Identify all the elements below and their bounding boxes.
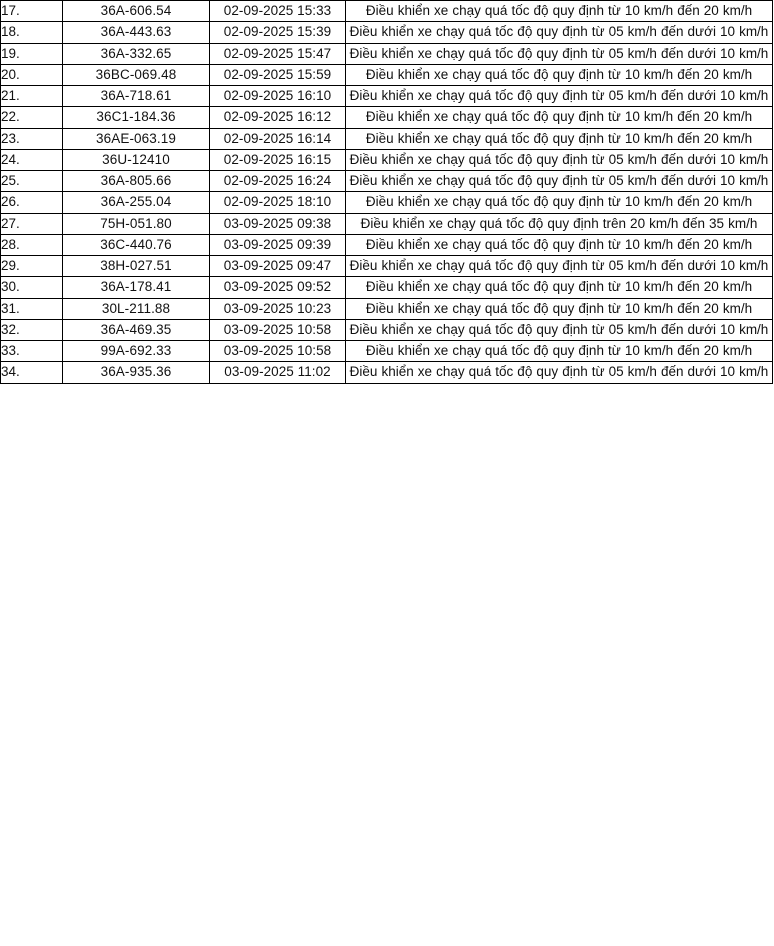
table-row [1, 192, 773, 213]
table-row [1, 213, 773, 234]
license-plate-cell: 36C-440.76 [63, 234, 210, 255]
table-row [1, 43, 773, 64]
table-row [1, 149, 773, 170]
violation-datetime-cell: 02-09-2025 15:59 [210, 64, 346, 85]
row-index-cell: 26. [1, 192, 63, 213]
violation-datetime-cell: 03-09-2025 09:47 [210, 256, 346, 277]
violation-datetime-cell: 02-09-2025 16:24 [210, 171, 346, 192]
violation-description-cell: Điều khiển xe chạy quá tốc độ quy định từ 10 km/h đến 20 km/h [346, 107, 773, 128]
row-index-cell: 33. [1, 341, 63, 362]
violation-description-cell: Điều khiển xe chạy quá tốc độ quy định từ 10 km/h đến 20 km/h [346, 341, 773, 362]
violation-description-cell: Điều khiển xe chạy quá tốc độ quy định từ 05 km/h đến dưới 10 km/h [346, 362, 773, 383]
table-row [1, 362, 773, 383]
license-plate-cell: 36A-469.35 [63, 319, 210, 340]
license-plate-cell: 38H-027.51 [63, 256, 210, 277]
violation-datetime-cell: 02-09-2025 15:47 [210, 43, 346, 64]
violation-datetime-cell: 03-09-2025 09:38 [210, 213, 346, 234]
violation-description-cell: Điều khiển xe chạy quá tốc độ quy định từ 05 km/h đến dưới 10 km/h [346, 149, 773, 170]
row-index-cell: 21. [1, 86, 63, 107]
table-row [1, 277, 773, 298]
row-index-cell: 30. [1, 277, 63, 298]
license-plate-cell: 36A-332.65 [63, 43, 210, 64]
violation-datetime-cell: 02-09-2025 15:39 [210, 22, 346, 43]
violation-description-cell: Điều khiển xe chạy quá tốc độ quy định từ 10 km/h đến 20 km/h [346, 1, 773, 22]
violation-description-cell: Điều khiển xe chạy quá tốc độ quy định từ 05 km/h đến dưới 10 km/h [346, 86, 773, 107]
violation-description-cell: Điều khiển xe chạy quá tốc độ quy định từ 05 km/h đến dưới 10 km/h [346, 171, 773, 192]
row-index-cell: 24. [1, 149, 63, 170]
row-index-cell: 22. [1, 107, 63, 128]
violation-description-cell: Điều khiển xe chạy quá tốc độ quy định từ 10 km/h đến 20 km/h [346, 277, 773, 298]
license-plate-cell: 36BC-069.48 [63, 64, 210, 85]
row-index-cell: 25. [1, 171, 63, 192]
violations-table [0, 0, 773, 384]
license-plate-cell: 36U-12410 [63, 149, 210, 170]
table-row [1, 107, 773, 128]
row-index-cell: 17. [1, 1, 63, 22]
violation-datetime-cell: 03-09-2025 11:02 [210, 362, 346, 383]
row-index-cell: 28. [1, 234, 63, 255]
table-row [1, 298, 773, 319]
table-row [1, 319, 773, 340]
row-index-cell: 34. [1, 362, 63, 383]
violation-datetime-cell: 03-09-2025 09:52 [210, 277, 346, 298]
license-plate-cell: 36A-255.04 [63, 192, 210, 213]
violation-datetime-cell: 03-09-2025 10:58 [210, 319, 346, 340]
license-plate-cell: 36AE-063.19 [63, 128, 210, 149]
table-row [1, 256, 773, 277]
violation-datetime-cell: 03-09-2025 10:58 [210, 341, 346, 362]
license-plate-cell: 36A-805.66 [63, 171, 210, 192]
table-row [1, 128, 773, 149]
violation-description-cell: Điều khiển xe chạy quá tốc độ quy định từ 05 km/h đến dưới 10 km/h [346, 43, 773, 64]
license-plate-cell: 36A-178.41 [63, 277, 210, 298]
violation-description-cell: Điều khiển xe chạy quá tốc độ quy định từ 10 km/h đến 20 km/h [346, 298, 773, 319]
violation-description-cell: Điều khiển xe chạy quá tốc độ quy định từ 10 km/h đến 20 km/h [346, 234, 773, 255]
license-plate-cell: 36A-606.54 [63, 1, 210, 22]
license-plate-cell: 36C1-184.36 [63, 107, 210, 128]
table-row [1, 171, 773, 192]
row-index-cell: 31. [1, 298, 63, 319]
violation-description-cell: Điều khiển xe chạy quá tốc độ quy định trên 20 km/h đến 35 km/h [346, 213, 773, 234]
violation-datetime-cell: 03-09-2025 10:23 [210, 298, 346, 319]
violation-description-cell: Điều khiển xe chạy quá tốc độ quy định từ 05 km/h đến dưới 10 km/h [346, 319, 773, 340]
violation-datetime-cell: 02-09-2025 15:33 [210, 1, 346, 22]
table-row [1, 234, 773, 255]
table-row [1, 86, 773, 107]
table-row [1, 1, 773, 22]
license-plate-cell: 36A-718.61 [63, 86, 210, 107]
row-index-cell: 27. [1, 213, 63, 234]
row-index-cell: 20. [1, 64, 63, 85]
violation-datetime-cell: 02-09-2025 16:12 [210, 107, 346, 128]
license-plate-cell: 99A-692.33 [63, 341, 210, 362]
row-index-cell: 23. [1, 128, 63, 149]
row-index-cell: 32. [1, 319, 63, 340]
violation-datetime-cell: 02-09-2025 16:10 [210, 86, 346, 107]
license-plate-cell: 36A-935.36 [63, 362, 210, 383]
violation-description-cell: Điều khiển xe chạy quá tốc độ quy định từ 10 km/h đến 20 km/h [346, 64, 773, 85]
violation-datetime-cell: 02-09-2025 18:10 [210, 192, 346, 213]
violation-description-cell: Điều khiển xe chạy quá tốc độ quy định từ 05 km/h đến dưới 10 km/h [346, 256, 773, 277]
violation-description-cell: Điều khiển xe chạy quá tốc độ quy định từ 05 km/h đến dưới 10 km/h [346, 22, 773, 43]
license-plate-cell: 36A-443.63 [63, 22, 210, 43]
violation-datetime-cell: 03-09-2025 09:39 [210, 234, 346, 255]
license-plate-cell: 75H-051.80 [63, 213, 210, 234]
row-index-cell: 19. [1, 43, 63, 64]
violation-description-cell: Điều khiển xe chạy quá tốc độ quy định từ 10 km/h đến 20 km/h [346, 192, 773, 213]
table-row [1, 22, 773, 43]
violation-datetime-cell: 02-09-2025 16:15 [210, 149, 346, 170]
violation-datetime-cell: 02-09-2025 16:14 [210, 128, 346, 149]
row-index-cell: 18. [1, 22, 63, 43]
violation-description-cell: Điều khiển xe chạy quá tốc độ quy định từ 10 km/h đến 20 km/h [346, 128, 773, 149]
license-plate-cell: 30L-211.88 [63, 298, 210, 319]
row-index-cell: 29. [1, 256, 63, 277]
violations-table-body [1, 1, 773, 384]
table-row [1, 64, 773, 85]
table-row [1, 341, 773, 362]
